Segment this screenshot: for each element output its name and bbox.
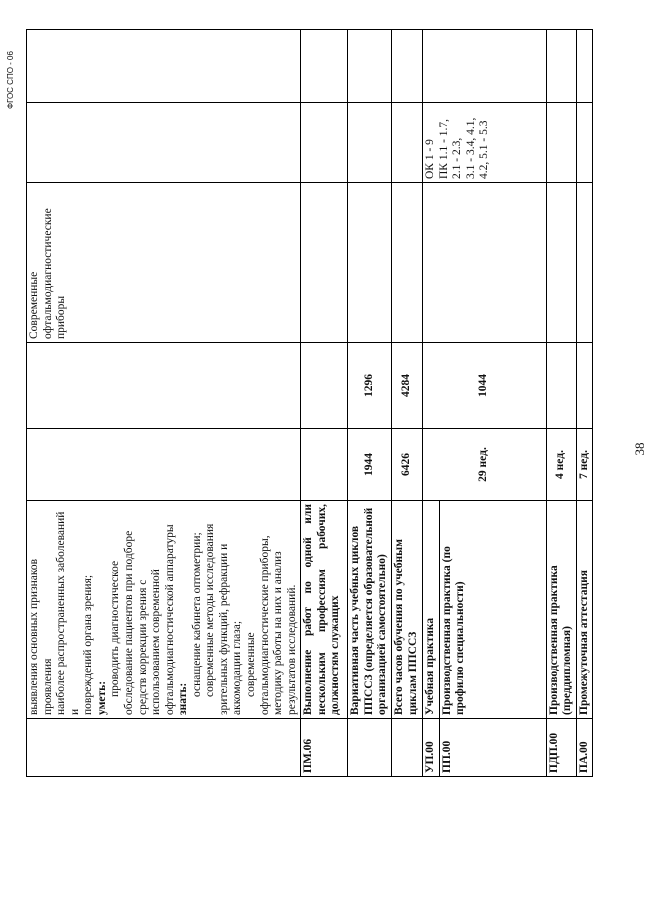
cell-name: Всего часов обучения по учебным циклам ППССЗ bbox=[391, 501, 422, 719]
znat-item: оснащение кабинета оптометрии; bbox=[190, 532, 203, 697]
cell-total bbox=[301, 429, 348, 501]
cell-competencies bbox=[27, 103, 301, 183]
cell-extra bbox=[27, 30, 301, 103]
cell-tool bbox=[301, 183, 348, 343]
cell-competencies bbox=[576, 103, 593, 183]
cell-tool bbox=[422, 183, 546, 343]
cell-tool bbox=[546, 183, 576, 343]
competency-line: ОК 1 - 9 bbox=[423, 139, 436, 179]
umet-label: уметь: bbox=[95, 680, 108, 715]
footer-label: ФГОС СПО - 06 bbox=[6, 51, 15, 109]
cell-name: Учебная практика bbox=[422, 501, 439, 719]
cell-competencies bbox=[391, 103, 422, 183]
text-line: выявления основных признаков проявления bbox=[28, 558, 54, 715]
competency-line: 3.1 - 3.4, 4.1, bbox=[464, 117, 477, 179]
cell-tool bbox=[391, 183, 422, 343]
cell-name: Производственная практика (по профилю специальности) bbox=[439, 501, 546, 719]
cell-competencies bbox=[301, 103, 348, 183]
cell-skills-knowledge bbox=[27, 501, 301, 719]
cell-competencies bbox=[348, 103, 392, 183]
cell-competencies bbox=[546, 103, 576, 183]
page-number: 38 bbox=[632, 442, 647, 456]
cell-code: ПА.00 bbox=[576, 719, 593, 777]
cell-extra bbox=[348, 30, 392, 103]
cell-code: УП.00 bbox=[422, 719, 439, 777]
cell-total: 4 нед. bbox=[546, 429, 576, 501]
cell-competencies bbox=[422, 103, 546, 183]
text-line: повреждений органа зрения; bbox=[82, 574, 95, 715]
cell-name: Промежуточная аттестация bbox=[576, 501, 593, 719]
cell-total: 7 нед. bbox=[576, 429, 593, 501]
cell-total: 6426 bbox=[391, 429, 422, 501]
cell-total bbox=[27, 429, 301, 501]
cell-extra bbox=[422, 30, 546, 103]
cell-extra bbox=[301, 30, 348, 103]
znat-label: знать: bbox=[177, 682, 190, 715]
cell-code bbox=[27, 719, 301, 777]
cell-code: ПДП.00 bbox=[546, 719, 576, 777]
table-row bbox=[301, 30, 348, 777]
umet-text: проводить диагностическое обследование пациентов при подборе средств коррекции зрения с использованием современной офтальмодиагностической аппаратуры bbox=[109, 524, 176, 715]
cell-extra bbox=[576, 30, 593, 103]
table-row bbox=[391, 30, 422, 777]
cell-code bbox=[391, 719, 422, 777]
table-row bbox=[422, 30, 439, 777]
cell-code: ПП.00 bbox=[439, 719, 546, 777]
cell-tool bbox=[348, 183, 392, 343]
cell-obligatory bbox=[301, 343, 348, 429]
cell-total: 1944 bbox=[348, 429, 392, 501]
cell-tool bbox=[576, 183, 593, 343]
cell-code: ПМ.06 bbox=[301, 719, 348, 777]
cell-obligatory: 1296 bbox=[348, 343, 392, 429]
cell-name: Вариативная часть учебных циклов ППССЗ (определяется образовательной организацией самостоятельно) bbox=[348, 501, 392, 719]
cell-name: Производственная практика (преддипломная) bbox=[546, 501, 576, 719]
cell-obligatory bbox=[546, 343, 576, 429]
cell-obligatory bbox=[576, 343, 593, 429]
competency-line: 4.2, 5.1 - 5.3 bbox=[478, 120, 491, 179]
cell-name: Выполнение работ по одной или нескольким профессиям рабочих, должностям служащих bbox=[301, 501, 348, 719]
cell-extra bbox=[546, 30, 576, 103]
text-line: наиболее распространенных заболеваний и bbox=[55, 511, 81, 715]
cell-code bbox=[348, 719, 392, 777]
table-row bbox=[546, 30, 576, 777]
table-row-continuation bbox=[27, 30, 301, 777]
znat-item: современные офтальмодиагностические приборы, методику работы на них и анализ результатов исследований. bbox=[245, 535, 298, 715]
cell-extra bbox=[391, 30, 422, 103]
cell-obligatory: 1044 bbox=[422, 343, 546, 429]
cell-total: 29 нед. bbox=[422, 429, 546, 501]
znat-item: современные методы исследования зрительных функций, рефракции и аккомодации глаза; bbox=[204, 523, 244, 715]
cell-tool: Современные офтальмодиагностические приборы bbox=[27, 183, 301, 343]
cell-obligatory bbox=[27, 343, 301, 429]
table-row bbox=[576, 30, 593, 777]
table-row bbox=[348, 30, 392, 777]
cell-obligatory: 4284 bbox=[391, 343, 422, 429]
curriculum-table bbox=[26, 29, 593, 777]
competency-line: 2.1 - 2.3, bbox=[451, 137, 464, 179]
competency-line: ПК 1.1 - 1.7, bbox=[437, 118, 450, 179]
